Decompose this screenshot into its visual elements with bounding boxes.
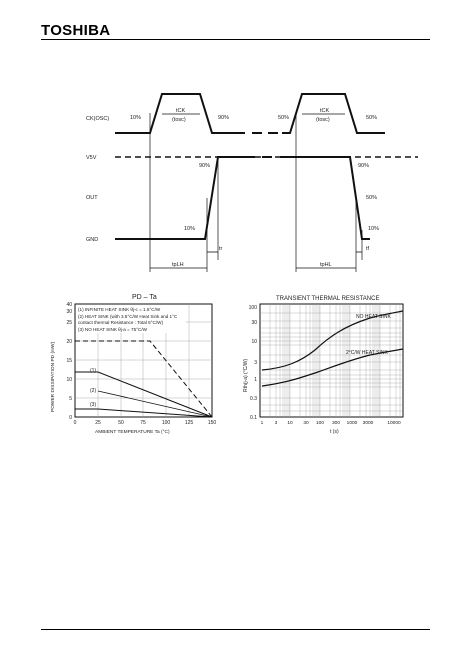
pd-ytick: 30: [66, 309, 72, 315]
pd-xtick: 25: [95, 420, 101, 426]
pd-legend-4: (3) NO HEAT SINK θj-a = 75°C/W: [78, 327, 147, 332]
out-rise-pct-90: 90%: [199, 163, 211, 169]
tphl-label: tpHL: [320, 262, 332, 268]
pd-chart-title: PD – Ta: [132, 294, 157, 301]
thermal-ytick: 10: [251, 339, 257, 345]
thermal-ylabel: Rth(j-a) (°C/W): [243, 358, 249, 392]
thermal-chart: [243, 296, 403, 435]
pd-curve-label-2: (2): [90, 388, 97, 394]
pd-curve-2: [75, 372, 212, 417]
thermal-xtick: 1000: [346, 421, 358, 426]
thermal-xtick: 1: [260, 421, 264, 426]
thermal-chart-title: TRANSIENT THERMAL RESISTANCE: [276, 296, 380, 302]
pd-legend-2: (2) HEAT SINK (with 3.5°C/W Heat Sink and 1°C: [78, 314, 178, 319]
thermal-ytick: 1: [254, 377, 257, 383]
tplh-label: tpLH: [172, 262, 184, 268]
thermal-ytick: 3: [254, 360, 257, 366]
pd-xtick: 75: [140, 420, 146, 426]
pd-ytick: 25: [66, 320, 72, 326]
pd-ytick: 40: [66, 302, 72, 308]
thermal-yticks: [249, 305, 258, 421]
out-fall-pct-10: 10%: [368, 226, 380, 232]
thermal-xticks: [261, 420, 401, 426]
pd-xtick: 100: [161, 420, 171, 426]
thermal-xtick: 10000: [387, 421, 401, 426]
pd-xtick: 125: [184, 420, 194, 426]
thermal-label-no-heat-sink: NO HEAT SINK: [356, 314, 391, 320]
tck-label-2: tCK: [320, 108, 330, 114]
thermal-xtick: 3: [274, 421, 278, 426]
pd-chart: [50, 294, 216, 435]
ck-pct-label-4: 50%: [366, 115, 378, 121]
pd-legend-3: contact thermal Resistance : Total 5°C/W): [78, 320, 163, 325]
tr-label: tr: [219, 246, 223, 252]
out-rise-pct-10: 10%: [184, 226, 196, 232]
thermal-xtick: 30: [303, 421, 309, 426]
pd-ytick: 20: [66, 339, 72, 345]
thermal-xlabel: t (s): [330, 429, 339, 435]
thermal-ytick: 0.1: [250, 415, 257, 421]
pd-ytick: 5: [69, 396, 72, 402]
thermal-xtick: 300: [331, 421, 341, 426]
pd-curve-3: [75, 409, 212, 417]
thermal-grid: [260, 304, 403, 417]
out-waveform-2: [280, 157, 370, 239]
thermal-xtick: 10: [287, 421, 293, 426]
pd-xlabel: AMBIENT TEMPERATURE Ta (°C): [95, 430, 170, 435]
ck-pct-label-2: 90%: [218, 115, 230, 121]
pd-curve-label-1: (1): [90, 368, 97, 374]
thermal-label-heat-sink: 2°C/W HEAT SINK: [346, 350, 388, 356]
footer-rule: [41, 629, 430, 630]
signal-label-v5v: V5V: [86, 155, 97, 161]
pd-legend-1: (1) INFINITE HEAT SINK θj-c = 1.5°C/W: [78, 307, 161, 312]
signal-label-gnd: GND: [86, 237, 99, 243]
thermal-xtick: 100: [315, 421, 325, 426]
pd-xtick: 150: [207, 420, 217, 426]
pd-xtick: 0: [73, 420, 77, 426]
signal-label-out: OUT: [86, 195, 98, 201]
ck-waveform-2: [282, 94, 385, 133]
tf-label: tf: [366, 246, 370, 252]
pd-yticks: [66, 302, 72, 421]
pd-ytick: 10: [66, 377, 72, 383]
signal-label-ck: CK(OSC): [86, 116, 110, 122]
thermal-ytick: 0.3: [250, 396, 257, 402]
thermal-xtick: 3000: [362, 421, 374, 426]
tosc-label-1: (tosc): [172, 117, 186, 123]
pd-curve-label-3: (3): [90, 402, 97, 408]
pd-ytick: 15: [66, 358, 72, 364]
pd-xticks: [74, 420, 217, 426]
pd-ylabel: POWER DISSIPATION PD (mW): [51, 341, 56, 412]
pd-legend: [76, 305, 186, 333]
out-fall-pct-50: 50%: [366, 195, 378, 201]
ck-pct-label-3: 50%: [278, 115, 290, 121]
pd-ytick: 0: [69, 415, 72, 421]
pd-xtick: 50: [118, 420, 124, 426]
ck-pct-label-1: 10%: [130, 115, 142, 121]
brand-logo: TOSHIBA: [41, 22, 111, 39]
out-fall-pct-90: 90%: [358, 163, 370, 169]
thermal-ytick: 30: [251, 320, 257, 326]
tosc-label-2: (tosc): [316, 117, 330, 123]
tck-label-1: tCK: [176, 108, 186, 114]
thermal-ytick: 100: [248, 305, 257, 311]
